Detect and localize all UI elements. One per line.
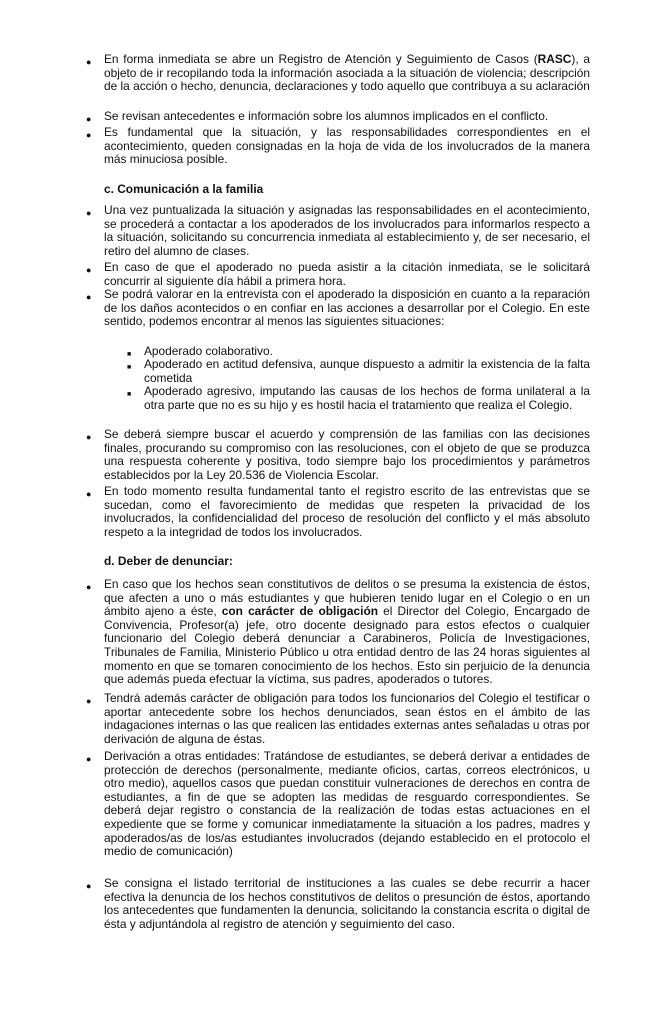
bullet-icon: ● <box>86 208 92 218</box>
bullet-icon: ● <box>86 292 92 302</box>
emphasis-text: con carácter de obligación <box>221 604 378 619</box>
rasc-acronym: RASC <box>537 52 572 66</box>
denuncia-paragraph <box>104 578 590 687</box>
square-bullet-icon: ■ <box>127 351 132 358</box>
list-item: Se revisan antecedentes e información sobre los alumnos implicados en el conflicto. <box>104 109 549 123</box>
bullet-icon: ● <box>86 696 92 706</box>
rasc-paragraph <box>104 53 590 94</box>
square-bullet-icon: ■ <box>127 391 132 398</box>
list-item: Se podrá valorar en la entrevista con el apoderado la disposición en cuanto a la reparación de los daños acontecidos o en confiar en las acciones a desarrollar por el Colegio. En este sentido, podemos encontrar al menos las siguientes situaciones: <box>104 287 590 329</box>
bullet-icon: ● <box>86 265 92 275</box>
bullet-icon: ● <box>86 754 92 764</box>
bullet-icon: ● <box>86 57 92 67</box>
paragraph-text: En forma inmediata se abre un Registro de Atención y Seguimiento de Casos ( <box>104 52 538 66</box>
bullet-icon: ● <box>86 582 92 592</box>
sub-list-item: Apoderado en actitud defensiva, aunque dispuesto a admitir la existencia de la falta cometida <box>144 357 590 385</box>
paragraph-text: el Director del Colegio, Encargado de Convivencia, Profesor(a) jefe, otro docente designado para estos efectos o cualquier funcionario del Colegio deberá denunciar a Carabineros, Policía de Investigaciones, Tribunales de Familia, Ministerio Público u otra entidad dentro de las 24 horas siguientes al momento en que se tomaren conocimiento de los hechos. Esto sin perjuicio de la denuncia que además pueda efectuar la víctima, sus padres, apoderados o tutores. <box>104 604 590 687</box>
list-item: Se deberá siempre buscar el acuerdo y comprensión de las familias con las decisiones finales, procurando su compromiso con las resoluciones, con el objeto de que se produzca una respuesta coherente y positiva, todo siempre bajo los procedimientos y parámetros establecidos por la Ley 20.536 de Violencia Escolar. <box>104 427 590 482</box>
section-heading-c: c. Comunicación a la familia <box>104 182 264 196</box>
bullet-icon: ● <box>86 432 92 442</box>
list-item: En caso de que el apoderado no pueda asistir a la citación inmediata, se le solicitará concurrir al siguiente día hábil a primera hora. <box>104 260 590 288</box>
list-item: Es fundamental que la situación, y las responsabilidades correspondientes en el acontecimiento, queden consignadas en la hoja de vida de los involucrados de la manera más minuciosa posible. <box>104 125 590 167</box>
sub-list-item: Apoderado agresivo, imputando las causas de los hechos de forma unilateral a la otra parte que no es su hijo y es hostil hacia el tratamiento que realiza el Colegio. <box>144 384 590 412</box>
bullet-icon: ● <box>86 114 92 124</box>
bullet-icon: ● <box>86 130 92 140</box>
bullet-icon: ● <box>86 489 92 499</box>
list-item: Derivación a otras entidades: Tratándose de estudiantes, se deberá derivar a entidades de protección de derechos (personalmente, mediante oficios, cartas, correos electrónicos, u otro medio), aquellos casos que puedan constituir vulneraciones de derechos en contra de estudiantes, a fin de que se adopten las medidas de resguardo correspondientes. Se deberá dejar registro o constancia de la realización de todas estas actuaciones en el expediente que se forme y comunicar inmediatamente la situación a los padres, madres y apoderados/as de los/as estudiantes involucrados (dejando establecido en el protocolo el medio de comunicación) <box>104 749 590 859</box>
bullet-icon: ● <box>86 881 92 891</box>
sub-list-item: Apoderado colaborativo. <box>144 344 273 358</box>
list-item: Una vez puntualizada la situación y asignadas las responsabilidades en el acontecimiento, se procederá a contactar a los apoderados de los involucrados para informarlos respecto a la situación, solicitando su concurrencia inmediata al establecimiento y, de ser necesario, el retiro del alumno de clases. <box>104 203 590 258</box>
list-item: Tendrá además carácter de obligación para todos los funcionarios del Colegio el testificar o aportar antecedente sobre los hechos denunciados, sean éstos en el ámbito de las indagaciones internas o las que realicen las entidades externas antes señaladas u otras por derivación de alguna de éstas. <box>104 691 590 746</box>
list-item: Se consigna el listado territorial de instituciones a las cuales se debe recurrir a hacer efectiva la denuncia de los hechos constitutivos de delitos o presunción de éstos, aportando los antecedentes que fundamenten la denuncia, solicitando la constancia escrita o digital de ésta y adjuntándola al registro de atención y seguimiento del caso. <box>104 876 590 931</box>
section-heading-d: d. Deber de denunciar: <box>104 554 233 568</box>
square-bullet-icon: ■ <box>127 364 132 371</box>
paragraph-text: En caso que los hechos sean constitutivos de delitos o se presuma la existencia de éstos, que afecten a uno o más estudiantes y que hubieren tenido lugar en el Colegio o en un ámbito ajeno a éste, <box>104 577 590 619</box>
paragraph-text: ), a objeto de ir recopilando toda la información asociada a la situación de violencia; descripción de la acción o hecho, denuncia, declaraciones y todo aquello que contribuya a su aclaración <box>104 52 590 94</box>
list-item: En todo momento resulta fundamental tanto el registro escrito de las entrevistas que se sucedan, como el favorecimiento de medidas que respeten la privacidad de los involucrados, la confidencialidad del proceso de resolución del conflicto y el más absoluto respeto a la integridad de todos los involucrados. <box>104 484 590 539</box>
